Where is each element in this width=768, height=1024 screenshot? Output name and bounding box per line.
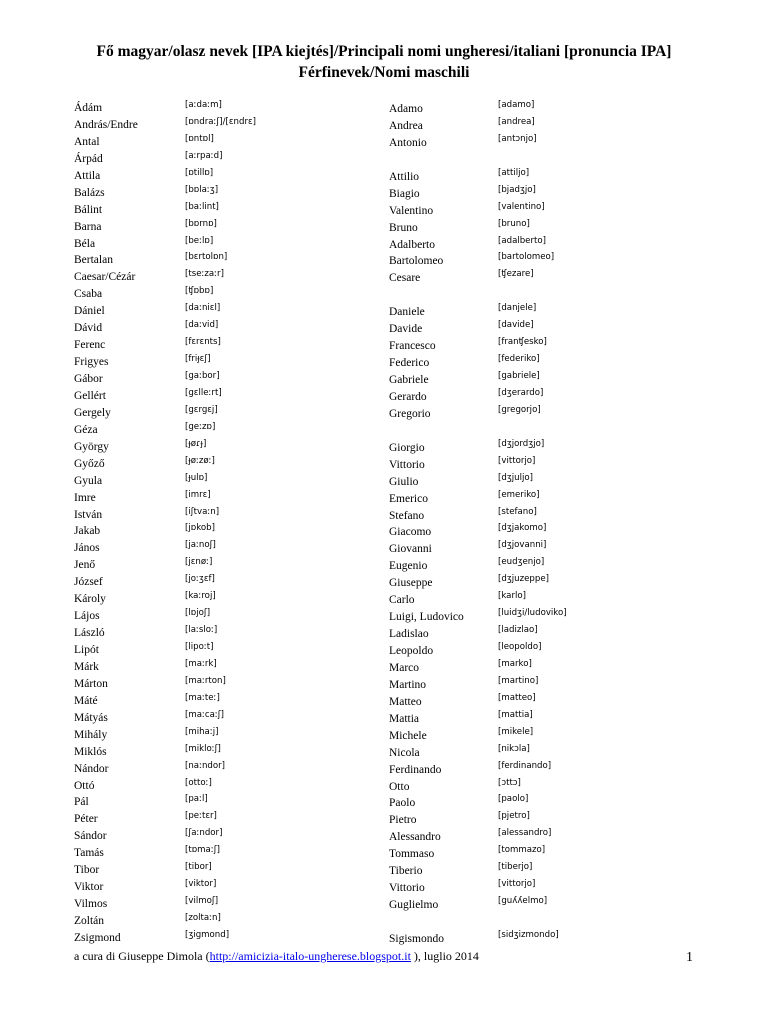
table-row [0,588,768,605]
italian-ipa: [franʧesko] [498,337,547,348]
hungarian-name: Attila [74,169,101,182]
document-title: Fő magyar/olasz nevek [IPA kiejtés]/Principali nomi ungheresi/italiani [pronuncia IPA] [96,43,672,60]
italian-name: Adamo [389,103,423,115]
table-row [0,927,768,944]
italian-name: Nicola [389,746,420,759]
italian-ipa: [valentino] [498,201,545,212]
hungarian-ipa: [iʃtvaːn] [185,506,220,517]
italian-ipa: [dʒerardo] [498,387,544,398]
hungarian-name: Sándor [74,830,107,843]
italian-name: Ferdinando [389,763,442,776]
italian-ipa: [alessandro] [498,828,552,839]
italian-name: Davide [389,323,423,336]
italian-name: Bartolomeo [389,255,444,268]
hungarian-name: Barna [74,220,102,233]
hungarian-ipa: [lɒjoʃ] [185,608,211,619]
table-row [0,808,768,825]
hungarian-name: Géza [74,423,98,436]
table-row [0,148,768,165]
hungarian-ipa: [jɒkob] [185,523,215,534]
italian-ipa: [mattia] [498,709,533,720]
italian-ipa: [gregorjo] [498,404,541,415]
hungarian-name: Nándor [74,762,109,775]
table-row [0,622,768,639]
hungarian-name: Árpád [74,152,103,165]
italian-ipa: [tiberjo] [498,862,533,873]
italian-ipa: [matteo] [498,692,536,703]
italian-name: Adalberto [389,238,435,251]
italian-ipa: [pjetro] [498,811,530,822]
table-row [0,758,768,775]
italian-ipa: [eudʒenjo] [498,557,545,568]
hungarian-name: Károly [74,593,106,606]
italian-name: Daniele [389,306,425,319]
hungarian-name: Antal [74,135,100,148]
table-row [0,402,768,419]
table-row [0,419,768,436]
hungarian-ipa: [bɒrnɒ] [185,218,217,229]
footer-link[interactable]: http://amicizia-italo-ungherese.blogspot.it [209,949,411,963]
hungarian-ipa: [vilmoʃ] [185,896,219,907]
italian-name: Valentino [389,204,434,217]
hungarian-name: Jakab [74,525,101,538]
table-row [0,199,768,216]
hungarian-name: István [74,508,103,521]
hungarian-name: Frigyes [74,356,109,369]
hungarian-name: Jenő [74,559,96,572]
hungarian-name: Béla [74,237,96,250]
table-row [0,249,768,266]
hungarian-ipa: [aːrpaːd] [185,150,223,161]
italian-ipa: [leopoldo] [498,642,542,652]
italian-ipa: [ferdinando] [498,760,552,771]
hungarian-name: Máté [74,694,98,707]
italian-ipa: [gabriele] [498,371,540,381]
hungarian-name: Csaba [74,288,103,301]
italian-name: Vittorio [389,458,425,471]
table-row [0,724,768,741]
hungarian-name: Bertalan [74,254,113,267]
italian-ipa: [dʒjuljo] [498,472,533,483]
italian-ipa: [federiko] [498,354,540,365]
table-row [0,791,768,808]
italian-name: Paolo [389,797,416,810]
table-row [0,334,768,351]
italian-ipa: [dʒjuzeppe] [498,574,549,585]
hungarian-name: László [74,627,105,640]
hungarian-name: András/Endre [74,118,138,131]
hungarian-ipa: [ɟøɾɟ] [185,438,207,449]
italian-ipa: [antɔnjo] [498,133,537,144]
italian-ipa: [ladizlao] [498,625,538,636]
table-row [0,876,768,893]
table-row [0,605,768,622]
italian-ipa: [karlo] [498,591,526,602]
page-number: 1 [686,950,693,965]
hungarian-name: Mihály [74,728,108,741]
hungarian-ipa: [viktor] [185,879,217,890]
table-row [0,453,768,470]
italian-ipa: [attiljo] [498,167,530,178]
hungarian-name: Zsigmond [74,931,121,944]
hungarian-ipa: [peːtɛr] [185,811,217,822]
hungarian-ipa: [jɛnøː] [185,557,213,568]
italian-ipa: [dʒjakomo] [498,523,547,534]
italian-ipa: [ɔttɔ] [498,777,521,788]
italian-name: Stefano [389,509,425,522]
hungarian-name: Tibor [74,864,100,877]
italian-ipa: [dʒjovanni] [498,540,547,551]
italian-name: Gerardo [389,390,427,403]
hungarian-name: Mátyás [74,711,108,724]
hungarian-ipa: [ɒndraːʃ]/[ɛndrɛ] [185,116,256,127]
table-row [0,233,768,250]
italian-ipa: [mikele] [498,726,534,737]
italian-name: Giulio [389,475,419,488]
table-row [0,554,768,571]
hungarian-name: Vilmos [74,898,108,911]
table-row [0,537,768,554]
hungarian-ipa: [ɟøːzøː] [185,455,215,466]
hungarian-ipa: [jaːnoʃ] [185,540,216,551]
hungarian-ipa: [friɟɛʃ] [185,354,211,365]
table-row [0,131,768,148]
italian-name: Tommaso [389,848,435,861]
table-row [0,893,768,910]
italian-name: Antonio [389,136,427,149]
hungarian-ipa: [tɒmaːʃ] [185,845,220,856]
table-row [0,165,768,182]
italian-ipa: [andrea] [498,116,535,127]
italian-name: Otto [389,780,410,793]
hungarian-name: György [74,440,109,453]
hungarian-ipa: [maːrton] [185,675,226,686]
italian-ipa: [sidʒizmondo] [498,929,559,940]
hungarian-name: Ferenc [74,339,106,352]
italian-ipa: [dʒjordʒjo] [498,438,545,449]
hungarian-ipa: [daːvid] [185,320,219,331]
italian-name: Federico [389,357,430,370]
hungarian-ipa: [lipoːt] [185,642,214,652]
hungarian-ipa: [ɒtillɒ] [185,167,214,178]
hungarian-ipa: [tibor] [185,862,212,873]
italian-name: Eugenio [389,560,428,573]
italian-name: Martino [389,678,427,691]
italian-name: Vittorio [389,882,425,895]
hungarian-ipa: [imrɛ] [185,489,211,500]
hungarian-ipa: [bɛrtolɒn] [185,252,228,263]
italian-ipa: [danjele] [498,303,537,314]
italian-ipa: [marko] [498,658,532,669]
hungarian-name: Viktor [74,881,104,894]
hungarian-name: Ádám [74,102,103,114]
document-subtitle: Férfinevek/Nomi maschili [298,64,470,81]
table-row [0,859,768,876]
hungarian-ipa: [paːl] [185,794,208,805]
hungarian-ipa: [ɒntɒl] [185,133,214,144]
hungarian-name: Dávid [74,322,103,335]
table-row [0,639,768,656]
table-row [0,487,768,504]
italian-name: Biagio [389,187,420,200]
hungarian-ipa: [zoltaːn] [185,913,221,923]
hungarian-name: Gergely [74,406,111,419]
hungarian-ipa: [daːniɛl] [185,303,221,314]
italian-name: Alessandro [389,831,441,844]
hungarian-name: Gyula [74,474,103,487]
italian-ipa: [adamo] [498,100,535,110]
hungarian-ipa: [ɟulɒ] [185,472,208,483]
italian-name: Luigi, Ludovico [389,611,464,624]
hungarian-ipa: [maːteː] [185,692,220,703]
italian-ipa: [bruno] [498,218,530,229]
table-row [0,368,768,385]
italian-ipa: [bjadʒjo] [498,184,536,195]
hungarian-ipa: [gɛrgɛj] [185,404,218,415]
hungarian-name: Lipót [74,644,99,656]
hungarian-ipa: [maːcaːʃ] [185,709,225,720]
italian-ipa: [stefano] [498,506,537,517]
table-row [0,114,768,131]
italian-ipa: [paolo] [498,794,529,805]
table-row [0,385,768,402]
hungarian-name: Pál [74,796,89,809]
hungarian-name: Ottó [74,779,95,792]
italian-name: Sigismondo [389,932,444,945]
italian-ipa: [tommazo] [498,845,546,856]
hungarian-ipa: [mikloːʃ] [185,743,221,754]
italian-name: Marco [389,661,420,674]
table-row [0,436,768,453]
hungarian-ipa: [fɛrɛnts] [185,337,221,348]
table-row [0,520,768,537]
italian-name: Emerico [389,492,428,505]
hungarian-name: Győző [74,457,105,470]
italian-name: Matteo [389,695,422,708]
italian-ipa: [bartolomeo] [498,252,555,263]
hungarian-name: Tamás [74,847,104,860]
italian-name: Giovanni [389,543,432,556]
hungarian-name: Zoltán [74,915,105,927]
hungarian-ipa: [tseːzaːr] [185,269,224,280]
italian-name: Bruno [389,221,418,234]
table-row [0,673,768,690]
hungarian-ipa: [joːʒɛf] [185,574,215,585]
hungarian-name: József [74,576,103,589]
hungarian-name: Gábor [74,373,103,385]
hungarian-ipa: [maːrk] [185,658,217,669]
footer [74,949,479,964]
hungarian-ipa: [beːlɒ] [185,235,214,246]
italian-name: Cesare [389,272,421,285]
table-row [0,504,768,521]
table-row [0,300,768,317]
hungarian-ipa: [ottoː] [185,777,212,788]
table-row [0,317,768,334]
italian-name: Francesco [389,340,436,353]
italian-name: Mattia [389,712,420,725]
italian-ipa: [vittorjo] [498,879,536,890]
italian-ipa: [ʧezare] [498,269,534,280]
italian-ipa: [emeriko] [498,489,540,500]
table-row [0,571,768,588]
italian-name: Giacomo [389,526,432,539]
table-row [0,690,768,707]
italian-ipa: [luidʒi/ludoviko] [498,608,567,619]
hungarian-ipa: [naːndor] [185,760,226,771]
italian-ipa: [guʎʎelmo] [498,896,548,907]
hungarian-ipa: [ʧɒbɒ] [185,286,214,297]
table-row [0,216,768,233]
table-row [0,470,768,487]
italian-name: Giorgio [389,441,425,454]
hungarian-name: Péter [74,813,98,826]
hungarian-ipa: [laːsloː] [185,625,218,636]
italian-ipa: [nikɔla] [498,743,530,754]
hungarian-ipa: [bɒlaːʒ] [185,184,219,195]
hungarian-name: Márk [74,660,99,673]
hungarian-name: Dániel [74,305,105,318]
italian-name: Ladislao [389,628,429,641]
hungarian-name: Márton [74,677,108,690]
hungarian-name: Miklós [74,745,107,758]
italian-name: Pietro [389,814,417,827]
hungarian-ipa: [aːdaːm] [185,100,222,110]
italian-name: Leopoldo [389,645,434,657]
table-row [0,182,768,199]
hungarian-name: János [74,542,100,555]
names-table [0,97,768,944]
table-row [0,741,768,758]
hungarian-name: Gellért [74,389,106,402]
hungarian-ipa: [baːlint] [185,201,219,212]
hungarian-ipa: [ʒigmond] [185,929,230,940]
table-row [0,775,768,792]
italian-name: Attilio [389,170,420,183]
hungarian-ipa: [gaːbor] [185,371,220,381]
table-row [0,656,768,673]
hungarian-name: Caesar/Cézár [74,271,136,284]
italian-name: Guglielmo [389,899,439,912]
italian-name: Michele [389,729,427,742]
italian-name: Carlo [389,594,415,607]
italian-ipa: [adalberto] [498,235,546,246]
italian-ipa: [davide] [498,320,534,331]
table-row [0,283,768,300]
table-row [0,351,768,368]
hungarian-ipa: [mihaːj] [185,726,219,737]
italian-name: Gabriele [389,374,429,386]
italian-name: Andrea [389,119,423,132]
italian-name: Gregorio [389,407,431,420]
table-row [0,842,768,859]
hungarian-ipa: [kaːroj] [185,591,216,602]
hungarian-ipa: [ʃaːndor] [185,828,223,839]
footer-suffix: ), luglio 2014 [410,949,479,963]
hungarian-name: Balázs [74,186,105,199]
italian-ipa: [martino] [498,675,539,686]
table-row [0,825,768,842]
italian-ipa: [vittorjo] [498,455,536,466]
footer-prefix: a cura di Giuseppe Dimola ( [74,949,210,963]
italian-name: Giuseppe [389,577,433,590]
table-row [0,97,768,114]
table-row [0,266,768,283]
hungarian-name: Bálint [74,203,103,216]
hungarian-name: Imre [74,491,96,504]
table-row [0,910,768,927]
hungarian-name: Lájos [74,610,100,623]
table-row [0,707,768,724]
hungarian-ipa: [gɛlleːrt] [185,387,222,398]
hungarian-ipa: [geːzɒ] [185,421,216,432]
italian-name: Tiberio [389,865,423,878]
